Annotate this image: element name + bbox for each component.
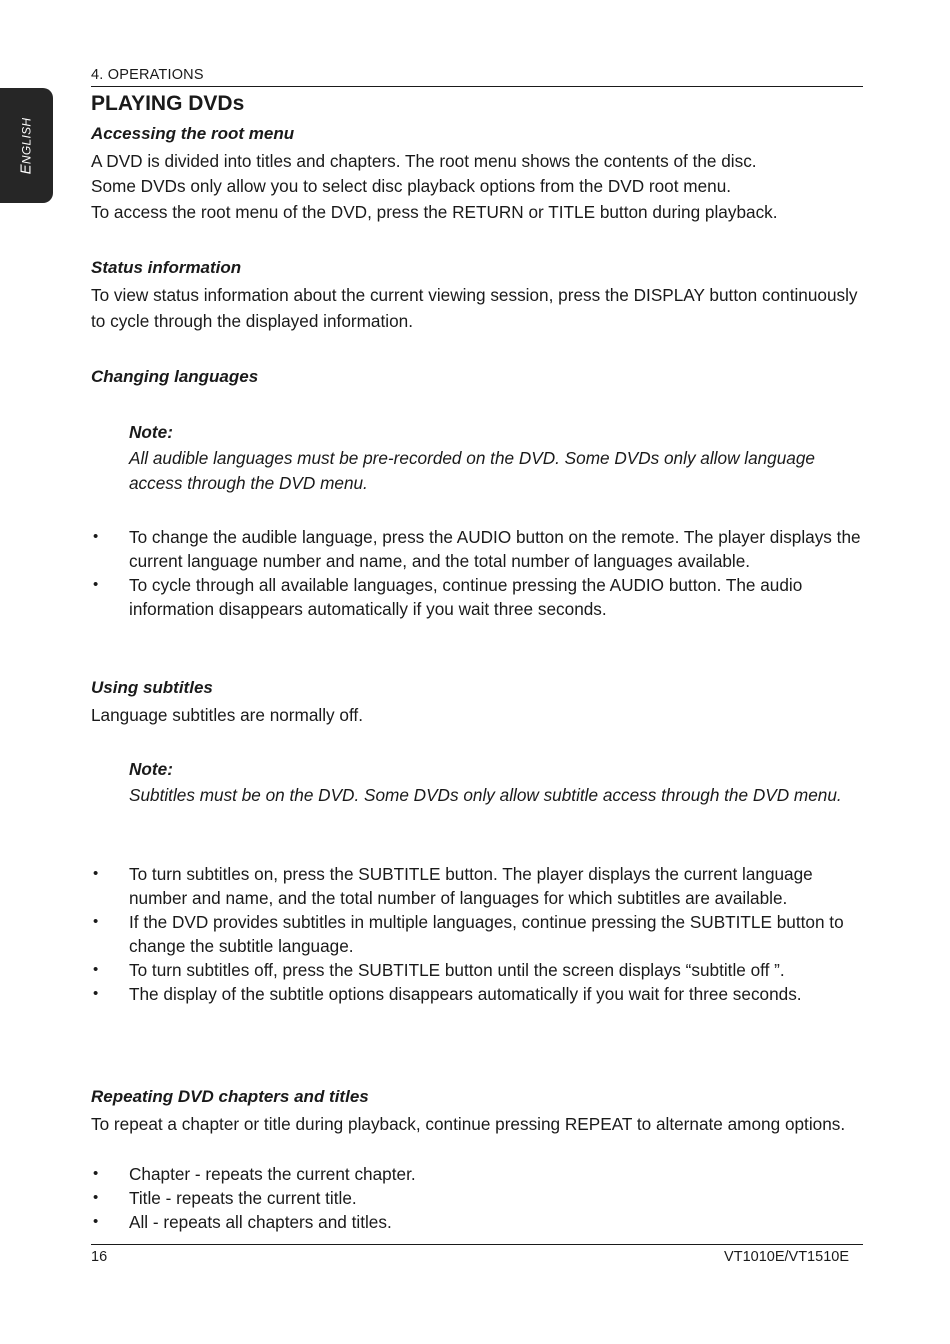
language-side-tab-label — [18, 118, 35, 175]
list-item: • All - repeats all chapters and titles. — [91, 1210, 866, 1234]
subtitles-text: Language subtitles are normally off. — [91, 705, 363, 725]
list-item: • Chapter - repeats the current chapter. — [91, 1162, 866, 1186]
side-tab-initial: E — [17, 164, 35, 175]
heading-status-information: Status information — [91, 258, 242, 277]
status-text: To view status information about the current viewing session, press the DISPLAY button continuously to cycle through the displayed information. — [91, 285, 858, 331]
list-item: • To cycle through all available languages, continue pressing the AUDIO button. The audio information disappears automatically if you wait three seconds. — [91, 573, 866, 621]
list-item: • If the DVD provides subtitles in multiple languages, continue pressing the SUBTITLE button to change the subtitle language. — [91, 910, 866, 958]
page-title: PLAYING DVDs — [91, 92, 245, 115]
repeat-bullet-list — [91, 1162, 866, 1234]
side-tab-rest: NGLISH — [19, 117, 34, 165]
page-number: 16 — [91, 1249, 108, 1265]
list-item: • To turn subtitles off, press the SUBTITLE button until the screen displays “subtitle off ”. — [91, 958, 866, 982]
heading-root-menu: Accessing the root menu — [91, 124, 295, 143]
languages-bullet-list — [91, 525, 866, 621]
subtitles-bullet-list — [91, 862, 866, 1006]
heading-repeating-chapters: Repeating DVD chapters and titles — [91, 1087, 369, 1106]
root-menu-line-3: To access the root menu of the DVD, press the RETURN or TITLE button during playback. — [91, 202, 778, 222]
note-label: Note: — [129, 422, 173, 442]
heading-changing-languages: Changing languages — [91, 367, 259, 386]
list-item: • The display of the subtitle options disappears automatically if you wait for three seconds. — [91, 982, 866, 1006]
page-footer — [91, 1244, 863, 1265]
note-text: Subtitles must be on the DVD. Some DVDs only allow subtitle access through the DVD menu. — [129, 784, 842, 805]
subtitles-note — [129, 757, 869, 808]
heading-using-subtitles: Using subtitles — [91, 678, 213, 697]
list-item: • To change the audible language, press the AUDIO button on the remote. The player displays the current language number and name, and the total number of languages available. — [91, 525, 866, 573]
model-number: VT1010E/VT1510E — [724, 1249, 849, 1265]
languages-note — [129, 420, 869, 497]
list-item: • To turn subtitles on, press the SUBTITLE button. The player displays the current language number and name, and the total number of languages for which subtitles are available. — [91, 862, 866, 910]
note-text: All audible languages must be pre-recorded on the DVD. Some DVDs only allow language access through the DVD menu. — [129, 447, 815, 494]
root-menu-line-2: Some DVDs only allow you to select disc playback options from the DVD root menu. — [91, 176, 732, 196]
list-item: • Title - repeats the current title. — [91, 1186, 866, 1210]
note-label: Note: — [129, 759, 173, 779]
running-header: 4. OPERATIONS — [91, 67, 863, 87]
repeat-text: To repeat a chapter or title during playback, continue pressing REPEAT to alternate among options. — [91, 1114, 846, 1134]
root-menu-line-1: A DVD is divided into titles and chapters. The root menu shows the contents of the disc. — [91, 151, 757, 171]
